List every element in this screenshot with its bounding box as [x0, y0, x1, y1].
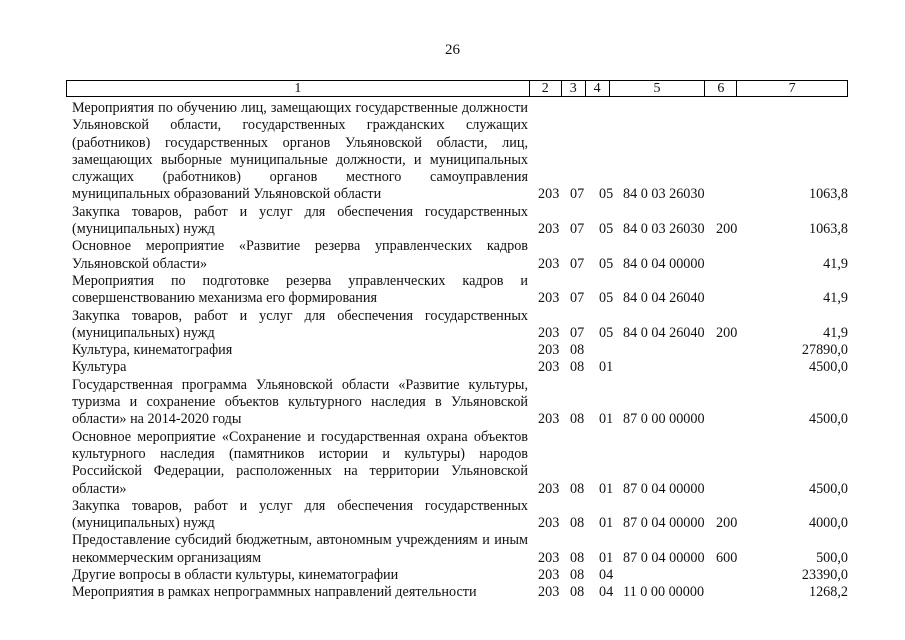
row-col-7: 1063,8 — [808, 221, 848, 238]
row-col-3: 07 — [570, 324, 585, 341]
row-col-5: 87 0 04 00000 — [623, 549, 705, 566]
table-header — [66, 80, 848, 97]
row-col-4: 01 — [599, 549, 614, 566]
row-col-7: 4500,0 — [808, 480, 848, 497]
row-col-4: 01 — [599, 480, 614, 497]
header-col-1: 1 — [294, 81, 302, 96]
row-col-7: 41,9 — [823, 255, 848, 272]
header-col-7: 7 — [736, 81, 847, 96]
row-col-5: 84 0 03 26030 — [623, 221, 705, 238]
row-col-2: 203 — [538, 359, 560, 376]
row-col-4: 05 — [599, 290, 614, 307]
row-col-7: 1268,2 — [808, 584, 848, 601]
table-row — [72, 584, 852, 601]
table-row — [72, 238, 852, 273]
row-name: Другие вопросы в области культуры, кинематографии — [72, 567, 399, 584]
table-row — [72, 429, 852, 498]
row-name: Закупка товаров, работ и услуг для обеспечения государственных (муниципальных) нужд — [72, 307, 528, 341]
row-name: Закупка товаров, работ и услуг для обеспечения государственных (муниципальных) нужд — [72, 203, 528, 238]
row-col-4: 01 — [599, 411, 614, 428]
row-col-4: 01 — [599, 359, 614, 376]
row-col-4: 04 — [599, 567, 614, 584]
row-col-5: 87 0 04 00000 — [623, 480, 705, 497]
row-col-2: 203 — [538, 186, 560, 203]
row-col-3: 07 — [570, 255, 585, 272]
row-col-4: 05 — [599, 186, 614, 203]
row-col-2: 203 — [538, 480, 560, 497]
row-col-7: 23390,0 — [801, 567, 848, 584]
row-col-2: 203 — [538, 324, 560, 341]
header-col-4: 4 — [585, 81, 609, 96]
table-row — [72, 359, 852, 376]
row-name: Культура — [72, 359, 127, 376]
header-col-3: 3 — [561, 81, 585, 96]
row-col-4: 05 — [599, 324, 614, 341]
row-col-7: 4500,0 — [808, 411, 848, 428]
row-col-2: 203 — [538, 255, 560, 272]
row-col-7: 27890,0 — [801, 342, 848, 359]
row-col-2: 203 — [538, 221, 560, 238]
row-col-2: 203 — [538, 549, 560, 566]
row-name: Предоставление субсидий бюджетным, автономным учреждениям и иным некоммерческим организациям — [72, 532, 528, 566]
row-col-3: 07 — [570, 186, 585, 203]
row-col-6: 600 — [716, 549, 738, 566]
table-row — [72, 204, 852, 239]
row-col-2: 203 — [538, 584, 560, 601]
row-col-4: 05 — [599, 255, 614, 272]
row-col-2: 203 — [538, 290, 560, 307]
row-col-2: 203 — [538, 567, 560, 584]
row-col-3: 08 — [570, 480, 585, 497]
header-col-5: 5 — [609, 81, 705, 96]
row-col-4: 01 — [599, 515, 614, 532]
header-col-2: 2 — [529, 81, 561, 96]
row-col-5: 84 0 04 26040 — [623, 290, 705, 307]
table-row — [72, 532, 852, 567]
row-col-2: 203 — [538, 342, 560, 359]
row-name: Мероприятия в рамках непрограммных направлений деятельности — [72, 584, 477, 601]
row-col-5: 87 0 04 00000 — [623, 515, 705, 532]
row-col-3: 08 — [570, 567, 585, 584]
row-col-5: 87 0 00 00000 — [623, 411, 705, 428]
row-col-5: 84 0 04 00000 — [623, 255, 705, 272]
row-name: Мероприятия по подготовке резерва управленческих кадров и совершенствованию механизма его формирования — [72, 272, 528, 307]
row-col-7: 41,9 — [823, 290, 848, 307]
table-row — [72, 342, 852, 359]
row-col-7: 4500,0 — [808, 359, 848, 376]
row-name: Основное мероприятие «Развитие резерва управленческих кадров Ульяновской области» — [72, 238, 528, 272]
table-row — [72, 498, 852, 533]
row-name: Основное мероприятие «Сохранение и государственная охрана объектов культурного наследия (памятников истории и культуры) народов Российской Федерации, расположенных на территории Ульяновской области» — [72, 428, 528, 497]
row-name: Государственная программа Ульяновской области «Развитие культуры, туризма и сохранение объектов культурного наследия в Ульяновской области» на 2014-2020 годы — [72, 376, 528, 428]
row-col-6: 200 — [716, 221, 738, 238]
table-row — [72, 273, 852, 308]
row-name: Закупка товаров, работ и услуг для обеспечения государственных (муниципальных) нужд — [72, 497, 528, 532]
table-row — [72, 308, 852, 343]
row-col-7: 41,9 — [823, 324, 848, 341]
row-col-7: 500,0 — [816, 549, 848, 566]
row-name: Культура, кинематография — [72, 342, 233, 359]
table-row — [72, 377, 852, 429]
page-number: 26 — [445, 42, 460, 58]
row-col-6: 200 — [716, 324, 738, 341]
row-col-5: 84 0 03 26030 — [623, 186, 705, 203]
row-col-5: 84 0 04 26040 — [623, 324, 705, 341]
row-col-3: 07 — [570, 290, 585, 307]
table-row — [72, 567, 852, 584]
row-col-3: 08 — [570, 584, 585, 601]
header-col-6: 6 — [704, 81, 736, 96]
row-col-7: 4000,0 — [808, 515, 848, 532]
row-col-6: 200 — [716, 515, 738, 532]
row-col-3: 08 — [570, 549, 585, 566]
row-col-3: 08 — [570, 342, 585, 359]
row-col-4: 05 — [599, 221, 614, 238]
row-col-3: 08 — [570, 411, 585, 428]
table-body — [72, 100, 852, 602]
row-col-3: 08 — [570, 359, 585, 376]
row-col-2: 203 — [538, 515, 560, 532]
row-col-3: 07 — [570, 221, 585, 238]
row-col-5: 11 0 00 00000 — [623, 584, 705, 601]
row-col-2: 203 — [538, 411, 560, 428]
row-col-3: 08 — [570, 515, 585, 532]
row-name: Мероприятия по обучению лиц, замещающих государственные должности Ульяновской области, государственных гражданских служащих (работников) государственных органов Ульяновской области, лиц, замещающих выборные муниципальные должности, и муниципальных служащих (работников) органов местного самоуправления муниципальных образований Ульяновской области — [72, 100, 528, 203]
row-col-7: 1063,8 — [808, 186, 848, 203]
row-col-4: 04 — [599, 584, 614, 601]
table-row — [72, 100, 852, 204]
